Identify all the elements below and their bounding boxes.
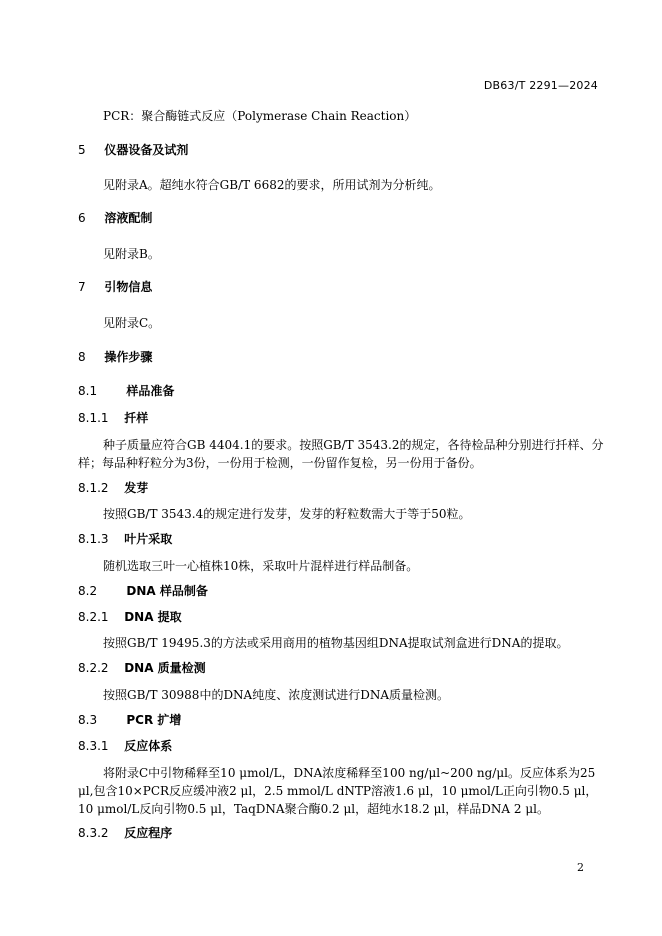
- heading-title: 扦样: [124, 411, 149, 425]
- heading-number: 8.1: [78, 384, 98, 398]
- paragraph-8-1-3: 随机选取三叶一心植株10株，采取叶片混样进行样品制备。: [103, 559, 419, 573]
- heading-8-1-3: [78, 531, 172, 547]
- heading-number: 8.3.2: [78, 826, 109, 840]
- heading-8-1-2: [78, 480, 148, 496]
- heading-title: 反应体系: [124, 739, 173, 753]
- page-number: 2: [577, 861, 584, 874]
- heading-title: 叶片采取: [124, 532, 173, 546]
- heading-title: 发芽: [124, 481, 149, 495]
- heading-8-3-1: [78, 738, 172, 754]
- heading-title: 反应程序: [124, 826, 173, 840]
- paragraph-6: 见附录B。: [103, 247, 160, 261]
- heading-8-3-2: [78, 825, 172, 841]
- heading-number: 8.2: [78, 584, 98, 598]
- heading-number: 5: [78, 143, 86, 157]
- heading-title: 操作步骤: [104, 350, 153, 364]
- heading-title: 样品准备: [126, 384, 175, 398]
- paragraph-8-2-1: 按照GB/T 19495.3的方法或采用商用的植物基因组DNA提取试剂盒进行DNA的提取。: [103, 636, 569, 650]
- heading-6: [78, 210, 152, 226]
- definition-pcr: PCR：聚合酶链式反应（Polymerase Chain Reaction）: [103, 109, 417, 123]
- heading-number: 8.2.1: [78, 610, 109, 624]
- heading-title: DNA 样品制备: [126, 584, 208, 598]
- heading-title: 仪器设备及试剂: [104, 143, 189, 157]
- heading-number: 8.1.1: [78, 411, 109, 425]
- paragraph-5: 见附录A。超纯水符合GB/T 6682的要求，所用试剂为分析纯。: [103, 178, 441, 192]
- heading-8-2: [78, 583, 208, 599]
- heading-title: DNA 提取: [124, 610, 182, 624]
- heading-number: 8.3.1: [78, 739, 109, 753]
- heading-8-3: [78, 712, 181, 728]
- heading-number: 8.3: [78, 713, 98, 727]
- standard-code: DB63/T 2291—2024: [483, 79, 598, 92]
- heading-8-1-1: [78, 410, 148, 426]
- heading-8-2-1: [78, 609, 182, 625]
- heading-number: 7: [78, 280, 86, 294]
- paragraph-8-2-2: 按照GB/T 30988中的DNA纯度、浓度测试进行DNA质量检测。: [103, 688, 450, 702]
- paragraph-8-1-2: 按照GB/T 3543.4的规定进行发芽，发芽的籽粒数需大于等于50粒。: [103, 507, 471, 521]
- heading-number: 8.2.2: [78, 661, 109, 675]
- heading-7: [78, 279, 152, 295]
- heading-number: 8.1.3: [78, 532, 109, 546]
- paragraph-7: 见附录C。: [103, 316, 161, 330]
- paragraph-8-3-1: 将附录C中引物稀释至10 μmol/L，DNA浓度稀释至100 ng/μl~200 ng/μl。反应体系为25 μl,包含10×PCR反应缓冲液2 μl，2.5 mmol/L dNTP溶液1.6 μl，10 μmol/L正向引物0.5 μl，10 μmol/L反向引物0.5 μl，TaqDNA聚合酶0.2 μl，超纯水18.2 μl，样品DNA 2 μl。: [78, 766, 600, 816]
- heading-5: [78, 142, 188, 158]
- heading-number: 6: [78, 211, 86, 225]
- heading-title: 引物信息: [104, 280, 153, 294]
- heading-title: PCR 扩增: [126, 713, 182, 727]
- heading-title: DNA 质量检测: [124, 661, 206, 675]
- heading-number: 8: [78, 350, 86, 364]
- heading-8-2-2: [78, 660, 206, 676]
- paragraph-8-1-1: 种子质量应符合GB 4404.1的要求。按照GB/T 3543.2的规定，各待检品种分别进行扦样、分样；每品种籽粒分为3份，一份用于检测，一份留作复检，另一份用于备份。: [78, 438, 604, 470]
- heading-8-1: [78, 383, 174, 399]
- heading-title: 溶液配制: [104, 211, 153, 225]
- heading-8: [78, 349, 152, 365]
- heading-number: 8.1.2: [78, 481, 109, 495]
